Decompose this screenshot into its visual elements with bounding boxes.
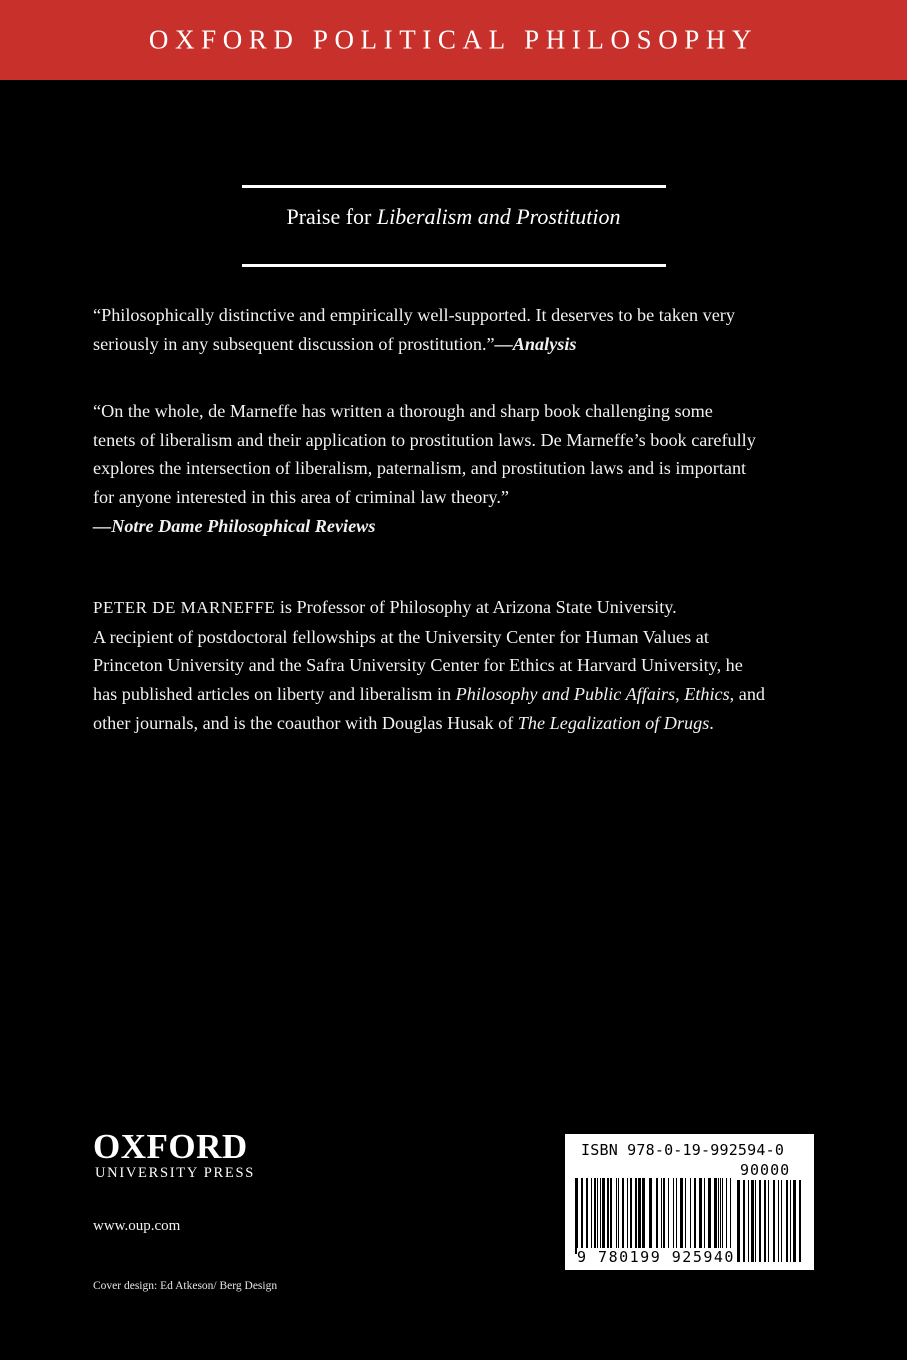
publisher-logo-subtitle: UNIVERSITY PRESS [95,1165,256,1181]
barcode-bar [656,1178,658,1254]
bio-text: other journals, and is the coauthor with Douglas Husak of [93,712,518,733]
barcode-bar [768,1180,769,1262]
praise-prefix: Praise for [286,204,377,229]
quote-line: “Philosophically distinctive and empirically well-supported. It deserves to be taken very [93,305,735,325]
quote-line: tenets of liberalism and their application to prostitution laws. De Marneffe’s book carefully [93,429,756,450]
praise-book-title: Liberalism and Prostitution [376,204,621,229]
barcode-bar [622,1178,624,1254]
author-bio [93,593,823,738]
barcode-label [565,1134,814,1270]
quote-source: —Analysis [494,333,577,354]
barcode-bar [602,1178,605,1254]
barcode-bar [759,1180,761,1262]
barcode-bar [618,1178,619,1254]
top-rule [242,185,666,188]
barcode-bar [730,1178,731,1254]
praise-heading [0,204,907,230]
barcode-bar [600,1178,601,1254]
barcode-bar [751,1180,754,1262]
barcode-bar [663,1178,665,1254]
barcode-bar [722,1178,723,1254]
barcode-bar [793,1180,796,1262]
bio-text: . [709,712,714,733]
bio-text: has published articles on liberty and liberalism in [93,684,456,705]
barcode-bar [714,1178,717,1254]
barcode-bar [704,1178,705,1254]
quote-line: “On the whole, de Marneffe has written a thorough and sharp book challenging some [93,401,713,421]
quote-line [93,330,823,359]
barcode-bar [680,1178,683,1254]
barcode-bar [737,1180,740,1262]
cover-credit: Cover design: Ed Atkeson/ Berg Design [93,1280,278,1292]
barcode-bar [661,1178,662,1254]
barcode-bar [781,1180,782,1262]
series-title: OXFORD POLITICAL PHILOSOPHY [148,24,759,55]
barcode-bar [607,1178,609,1254]
quote-line: for anyone interested in this area of criminal law theory.” [93,487,509,508]
book-title: The Legalization of Drugs [517,712,710,733]
barcode-bar [708,1178,711,1254]
quote-source: —Notre Dame Philosophical Reviews [93,515,376,536]
bio-text: , [675,684,685,705]
barcode-bar [699,1178,702,1254]
barcode-bar [616,1178,617,1254]
price-code: 90000 [740,1161,791,1179]
publisher-website: www.oup.com [93,1218,181,1234]
barcode-bar [690,1178,691,1254]
quote-analysis [93,301,823,358]
barcode-bar [764,1180,766,1262]
publisher-logo: OXFORD [93,1127,248,1166]
barcode-bar [586,1178,588,1254]
barcode-bar [790,1180,791,1262]
barcode-bar [581,1178,583,1254]
author-name: PETER DE MARNEFFE [93,598,276,617]
barcode-bar [726,1178,727,1254]
addon-barcode [737,1180,803,1262]
barcode-bar [597,1178,598,1254]
barcode-bar [748,1180,749,1262]
barcode-bar [773,1180,775,1262]
barcode-bar [638,1178,641,1254]
quote-ndpr [93,397,823,541]
quote-line: explores the intersection of liberalism, paternalism, and prostitution laws and is important [93,458,747,479]
barcode-digits: 9 780199 925940 [577,1248,735,1266]
barcode-bar [635,1178,637,1254]
bottom-rule [242,264,666,267]
barcode-bar [627,1178,628,1254]
ean-barcode [575,1178,733,1254]
barcode-bar [676,1178,677,1254]
barcode-bar [610,1178,612,1254]
journal-title: Ethics [684,684,730,705]
barcode-bar [575,1178,578,1254]
bio-line [93,680,823,709]
series-banner [0,0,907,80]
barcode-bar [642,1178,645,1254]
barcode-bar [720,1178,721,1254]
bio-line: A recipient of postdoctoral fellowships at the University Center for Human Values at [93,626,709,647]
bio-line [93,593,823,623]
bio-line: Princeton University and the Safra University Center for Ethics at Harvard University, he [93,655,743,676]
bio-text: is Professor of Philosophy at Arizona State University. [275,597,677,617]
barcode-bar [778,1180,779,1262]
journal-title: Philosophy and Public Affairs [455,684,676,705]
barcode-bar [718,1178,719,1254]
barcode-bar [673,1178,674,1254]
bio-line [93,709,823,738]
barcode-bar [591,1178,592,1254]
barcode-bar [694,1178,696,1254]
quote-text: seriously in any subsequent discussion of prostitution.” [93,333,495,354]
barcode-bar [743,1180,745,1262]
barcode-bar [594,1178,596,1254]
barcode-bar [685,1178,686,1254]
barcode-bar [799,1180,801,1262]
isbn-text: ISBN 978-0-19-992594-0 [581,1141,785,1159]
barcode-bar [649,1178,652,1254]
barcode-bar [630,1178,632,1254]
barcode-bar [755,1180,756,1262]
barcode-bar [668,1178,669,1254]
barcode-bar [786,1180,788,1262]
bio-text: , and [729,684,766,705]
